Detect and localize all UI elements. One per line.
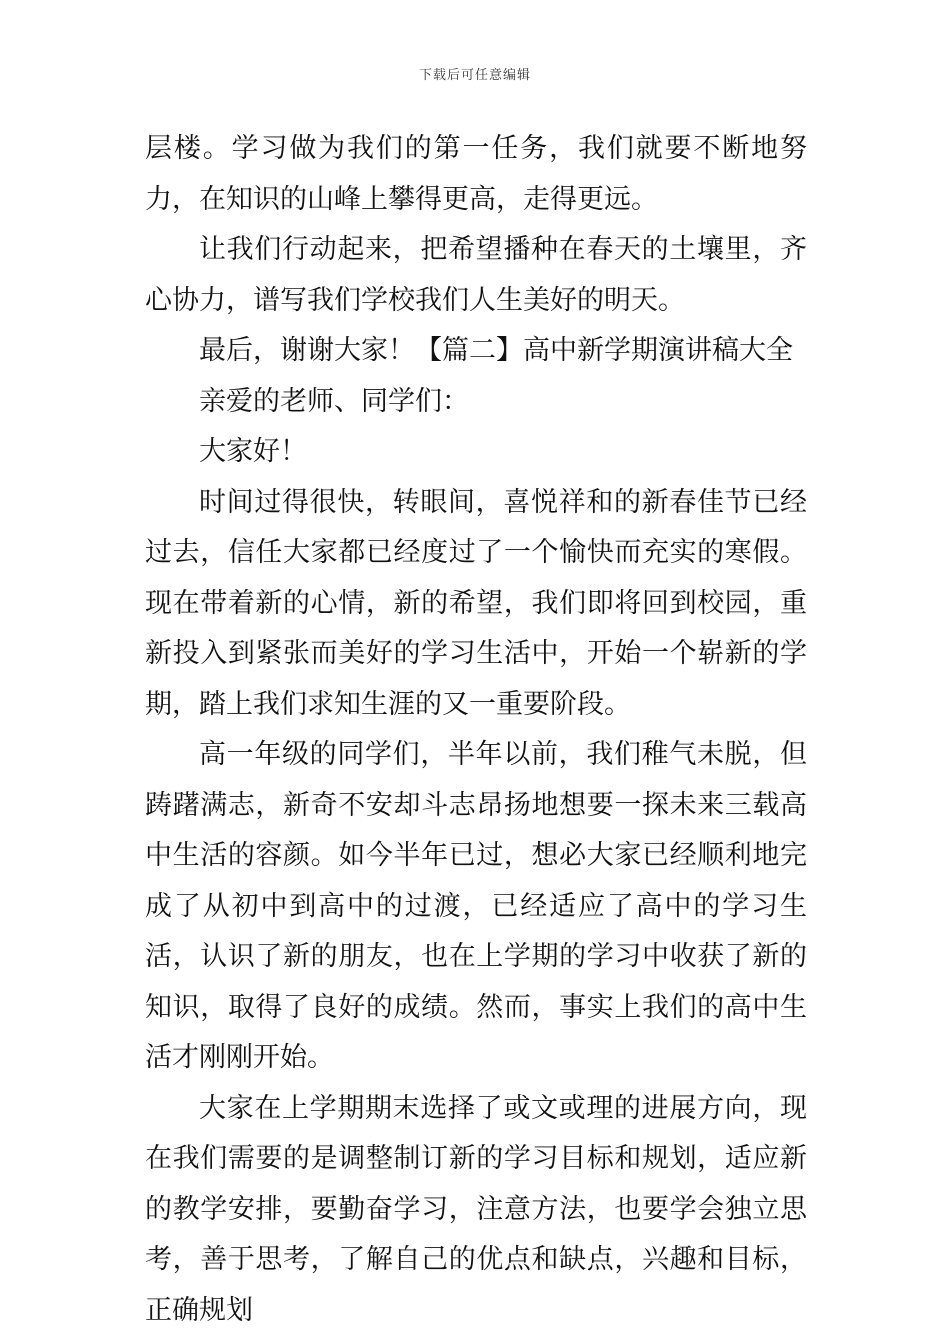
paragraph: 让我们行动起来，把希望播种在春天的土壤里，齐心协力，谱写我们学校我们人生美好的明天。 [145, 234, 807, 316]
paragraph: 亲爱的老师、同学们： [199, 385, 469, 417]
paragraph: 大家好！ [199, 436, 307, 467]
paragraph: 大家在上学期期末选择了或文或理的进展方向，现在我们需要的是调整制订新的学习目标和规划，适应新的教学安排，要勤奋学习，注意方法，也要学会独立思考，善于思考，了解自己的优点和缺点，兴趣和目标，正确规划 [145, 1092, 807, 1326]
document-body [145, 124, 807, 1336]
page-header: 下载后可任意编辑 [418, 68, 531, 83]
paragraph: 层楼。学习做为我们的第一任务，我们就要不断地努力，在知识的山峰上攀得更高，走得更远。 [145, 133, 807, 215]
paragraph: 最后，谢谢大家！【篇二】高中新学期演讲稿大全 [199, 335, 793, 366]
paragraph: 时间过得很快，转眼间，喜悦祥和的新春佳节已经过去，信任大家都已经度过了一个愉快而充实的寒假。现在带着新的心情，新的希望，我们即将回到校园，重新投入到紧张而美好的学习生活中，开始一个崭新的学期，踏上我们求知生涯的又一重要阶段。 [145, 486, 807, 720]
paragraph: 高一年级的同学们，半年以前，我们稚气未脱，但踌躇满志，新奇不安却斗志昂扬地想要一探未来三载高中生活的容颜。如今半年已过，想必大家已经顺利地完成了从初中到高中的过渡，已经适应了高中的学习生活，认识了新的朋友，也在上学期的学习中收获了新的知识，取得了良好的成绩。然而，事实上我们的高中生活才刚刚开始。 [145, 739, 807, 1073]
